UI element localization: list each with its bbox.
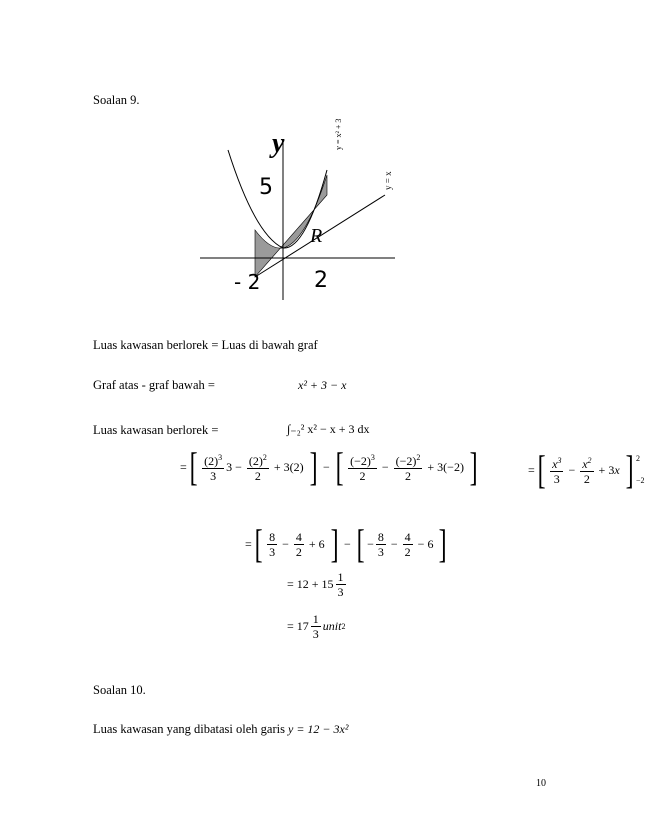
question-10-title: Soalan 10. <box>93 683 146 697</box>
q9-line-2-label: Graf atas - graf bawah = <box>93 378 215 392</box>
antiderivative: = [ $\frac{x^3}{3}$ − $\frac{x^2}{2}$ + 3x ] 2 −2 <box>528 447 645 492</box>
q9-line-2-expr: x² + 3 − x <box>298 378 347 392</box>
region-label: R <box>310 225 323 247</box>
step-1: = [ $\frac{(2)^3}{3}$ 3 − $\frac{(2)^2}{2}$ + 3(2) ] − [ $\frac{(-2)^3}{2}$ − $\frac{(-2)^2}{2}$ + 3(−2) ] <box>180 444 478 489</box>
q10-line-1: Luas kawasan yang dibatasi oleh garis <box>93 722 285 736</box>
curve-label: y = x² + 3 <box>334 118 343 150</box>
page-number: 10 <box>536 778 546 789</box>
label-2: 2 <box>314 268 328 293</box>
step-2: = [ $\frac{8}{3}$ − $\frac{4}{2}$ + 6 ] − [ − $\frac{8}{3}$ − $\frac{4}{2}$ − 6 ] <box>245 521 448 566</box>
q9-line-1: Luas kawasan berlorek = Luas di bawah graf <box>93 338 318 352</box>
label-5: 5 <box>259 175 273 200</box>
area-graph <box>195 125 405 305</box>
step-3: = 12 + 15 $\frac{1}{3}$ <box>287 570 344 599</box>
q9-line-3-label: Luas kawasan berlorek = <box>93 423 219 437</box>
q10-expression: y = 12 − 3x² <box>288 722 349 736</box>
y-axis-label: y <box>272 128 285 159</box>
question-9-title: Soalan 9. <box>93 93 140 107</box>
step-4: = 17 $\frac{1}{3}$ unit 2 <box>287 612 346 641</box>
line-label: y = x <box>383 171 393 190</box>
label-neg-2: - 2 <box>234 270 261 294</box>
integral-expression: ∫₋₂² x² − x + 3 dx <box>287 422 370 436</box>
